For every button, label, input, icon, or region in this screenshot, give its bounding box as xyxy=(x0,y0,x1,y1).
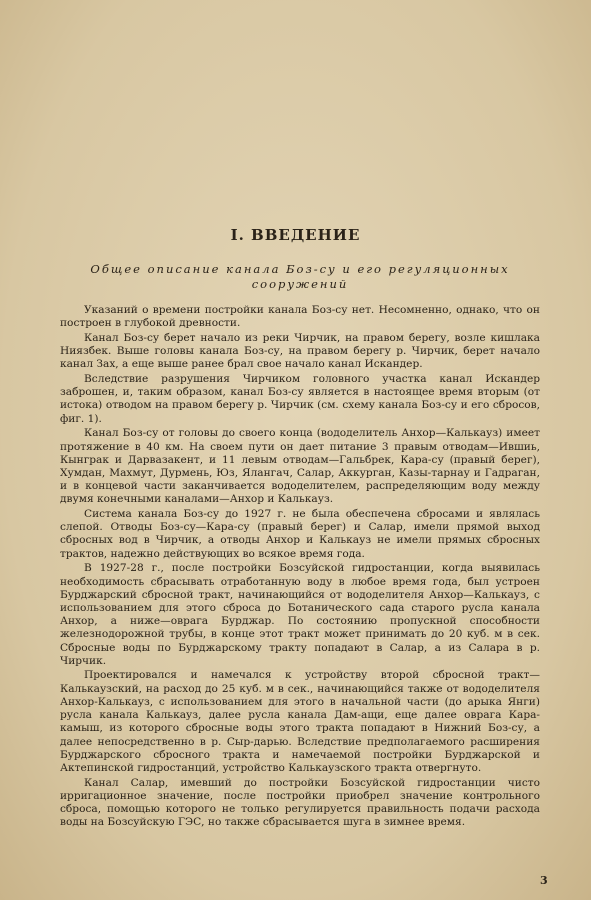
section-subheading: Общее описание канала Боз-су и его регуляционных сооружений xyxy=(90,262,510,291)
paragraph: Канал Боз-су берет начало из реки Чирчик, на правом берегу, возле кишлака Ниязбек. Выше головы канала Боз-су, на правом берегу р. Чирчик, берет начало канал Зах, а еще выше ранее брал свое начало канал Искандер. xyxy=(60,331,540,371)
page-number: 3 xyxy=(540,874,548,887)
chapter-heading: I. ВВЕДЕНИЕ xyxy=(230,226,361,244)
paragraph: Указаний о времени постройки канала Боз-су нет. Несомненно, однако, что он построен в глубокой древности. xyxy=(60,304,540,330)
paragraph: Канал Салар, имевший до постройки Бозсуйской гидростанции чисто ирригационное значение, после постройки приобрел значение контрольного сброса, помощью которого не только регулируется правильность подачи расхода воды на Бозсуйскую ГЭС, но также сбрасывается шуга в зимнее время. xyxy=(60,776,540,829)
paragraph: Канал Боз-су от головы до своего конца (вододелитель Анхор—Калькауз) имеет протяжение в 40 км. На своем пути он дает питание 3 правым отводам—Ившиь, Кынграк и Дарвазакент, и 11 левым отводам—Гальбрек, Кара-су (правый берег), Хумдан, Махмут, Дурмень, Юз, Ялангач, Салар, Аккурган, Казы-тарнау и Гадраган, и в концевой части заканчивается вододелителем, распределяющим воду между двумя конечными каналами—Анхор и Калькауз. xyxy=(60,427,540,506)
paragraph: Проектировался и намечался к устройству второй сбросной тракт—Калькаузский, на расход до 25 куб. м в сек., начинающийся также от вододелителя Анхор-Калькауз, с использованием для этого в начальной части (до арыка Янги) русла канала Калькауз, далее русла канала Дам-ащи, еще далее оврага Кара-камыш, из которого сбросные воды этого тракта попадают в Нижний Боз-су, а далее непосредственно в р. Сыр-дарью. Вследствие предполагаемого расширения Бурджарского сбросного тракта и намечаемой постройки Бурджарской и Актепинской гидростанций, устройство Калькаузского тракта отвергнуто. xyxy=(60,669,540,774)
body-text xyxy=(60,304,540,831)
paragraph: В 1927-28 г., после постройки Бозсуйской гидростанции, когда выявилась необходимость сбрасывать отработанную воду в любое время года, был устроен Бурджарский сбросной тракт, начинающийся от вододелителя Анхор—Калькауз, с использованием для этого сброса до Ботанического сада старого русла канала Анхор, а ниже—оврага Бурджар. По состоянию пропускной способности железнодорожной трубы, в конце этот тракт может принимать до 20 куб. м в сек. Сбросные воды по Бурджарскому тракту попадают в Салар, а из Салара в р. Чирчик. xyxy=(60,562,540,667)
paragraph: Вследствие разрушения Чирчиком головного участка канал Искандер заброшен, и, таким образом, канал Боз-су является в настоящее время вторым (от истока) отводом на правом берегу р. Чирчик (см. схему канала Боз-су и его сбросов, фиг. 1). xyxy=(60,373,540,425)
paragraph: Система канала Боз-су до 1927 г. не была обеспечена сбросами и являлась слепой. Отводы Боз-су—Кара-су (правый берег) и Салар, имели прямой выход сбросных вод в Чирчик, а отводы Анхор и Калькауз не имели прямых сбросных трактов, надежно действующих во всякое время года. xyxy=(60,508,540,560)
